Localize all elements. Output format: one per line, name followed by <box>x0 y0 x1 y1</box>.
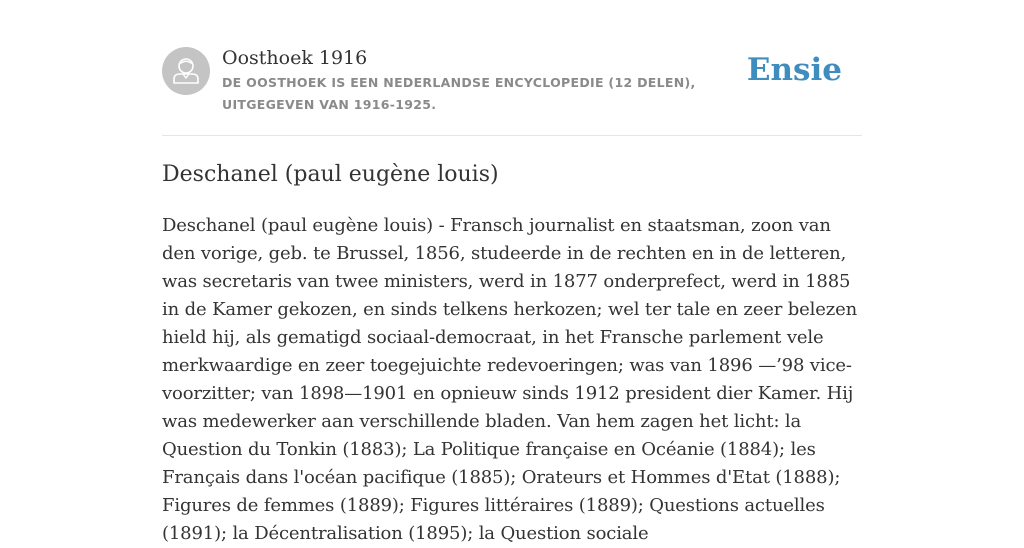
source-avatar[interactable] <box>162 47 210 95</box>
source-header <box>162 46 862 136</box>
header-divider <box>162 135 862 136</box>
user-icon <box>162 47 210 95</box>
source-description: DE OOSTHOEK IS EEN NEDERLANDSE ENCYCLOPEDIE (12 DELEN), UITGEGEVEN VAN 1916-1925. <box>222 75 696 112</box>
entry-title: Deschanel (paul eugène louis) <box>162 162 499 187</box>
brand-logo[interactable]: Ensie <box>746 52 842 88</box>
entry-body: Deschanel (paul eugène louis) - Fransch journalist en staatsman, zoon van den vorige, geb. te Brussel, 1856, studeerde in de rechten en in de letteren, was secretaris van twee ministers, werd in 1877 onderprefect, werd in 1885 in de Kamer gekozen, en sinds telkens herkozen; wel ter tale en zeer belezen hield hij, als gematigd sociaal-democraat, in het Fransche parlement vele merkwaardige en zeer toegejuichte redevoeringen; was van 1896 —’98 vice-voorzitter; van 1898—1901 en opnieuw sinds 1912 president dier Kamer. Hij was medewerker aan verschillende bladen. Van hem zagen het licht: la Question du Tonkin (1883); La Politique française en Océanie (1884); les Français dans l'océan pacifique (1885); Orateurs et Hommes d'Etat (1888); Figures de femmes (1889); Figures littéraires (1889); Questions actuelles (1891); la Décentralisation (1895); la Question sociale <box>162 215 858 544</box>
source-title[interactable]: Oosthoek 1916 <box>222 47 368 69</box>
